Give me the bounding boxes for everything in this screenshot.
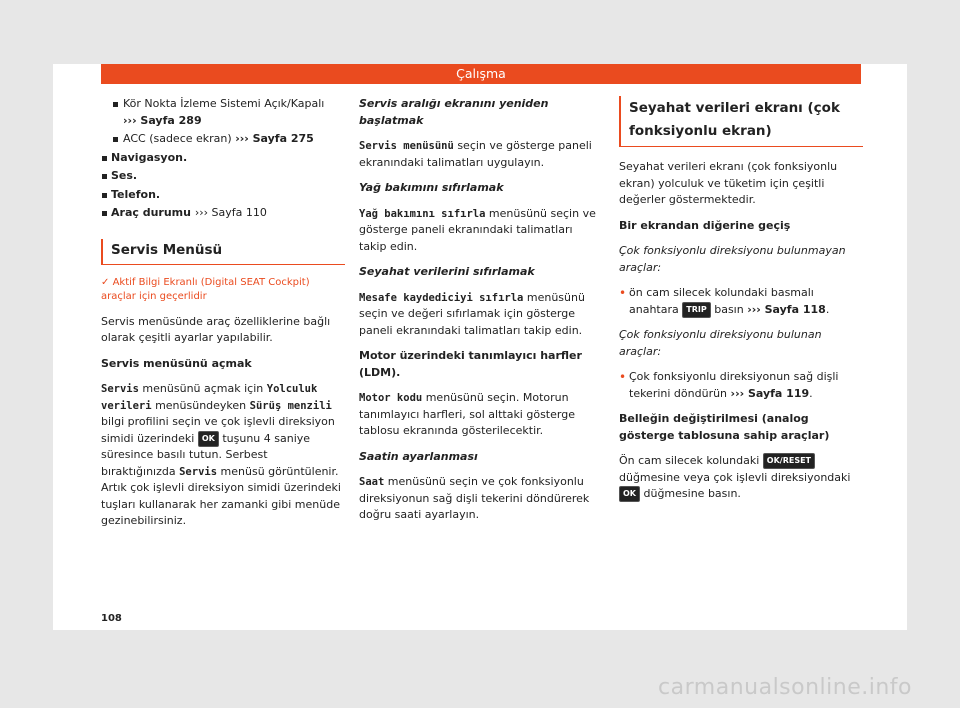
- list-item: Ses.: [101, 168, 345, 185]
- list-item: ACC (sadece ekran) ››› Sayfa 275: [101, 131, 345, 148]
- page-number: 108: [101, 613, 122, 624]
- subheading: Motor üzerindeki tanımlayıcı harfler (LDM).: [359, 349, 582, 379]
- subheading: Yağ bakımını sıfırlamak: [359, 181, 504, 194]
- applicability-note: ✓ Aktif Bilgi Ekranlı (Digital SEAT Cockpit) araçlar için geçerlidir: [101, 276, 310, 302]
- page-reference[interactable]: ››› Sayfa 119: [730, 386, 810, 400]
- paragraph: Seyahat verileri ekranı (çok fonksiyonlu ekran) yolculuk ve tüketim için çeşitli değerler göstermektedir.: [619, 160, 838, 206]
- section-title: Servis Menüsü: [101, 239, 345, 265]
- list-item: Kör Nokta İzleme Sistemi Açık/Kapalı ››› Sayfa 289: [101, 96, 345, 129]
- ok-key-icon: OK: [619, 486, 640, 502]
- subheading: Servis aralığı ekranını yeniden başlatmak: [359, 97, 549, 127]
- list-item: Telefon.: [101, 187, 345, 204]
- paragraph: Saat menüsünü seçin ve çok fonksiyonlu direksiyonun sağ dişli tekerini döndürerek doğru saati ayarlayın.: [359, 475, 590, 521]
- paragraph: Servis menüsünü açmak için Yolculuk verileri menüsündeyken Sürüş menzili bilgi profilini seçin ve çok işlevli direksiyon simidi üzerindeki OK tuşunu 4 saniye süresince basılı tutun. Serbest bıraktığınızda Servis menüsü görüntülenir. Artık çok işlevli direksiyon simidi üzerindeki tuşları kullanarak her zamanki gibi menüde gezinebilirsiniz.: [101, 382, 341, 527]
- paragraph: Yağ bakımını sıfırla menüsünü seçin ve gösterge paneli ekranındaki talimatları takip edin.: [359, 206, 596, 253]
- subheading: Saatin ayarlanması: [359, 449, 478, 463]
- paragraph: Motor kodu menüsünü seçin. Motorun tanımlayıcı harfleri, sol alttaki gösterge tablosu ekranında gösterilecektir.: [359, 391, 575, 437]
- ok-reset-key-icon: OK/RESET: [763, 453, 815, 469]
- check-icon: ✓: [101, 276, 110, 288]
- paragraph: Ön cam silecek kolundaki OK/RESET düğmesine veya çok işlevli direksiyondaki OK düğmesine basın.: [619, 454, 851, 500]
- subheading: Servis menüsünü açmak: [101, 356, 252, 370]
- paragraph: Mesafe kaydediciyi sıfırla menüsünü seçin ve değeri sıfırlamak için gösterge paneli ekranındaki talimatları takip edin.: [359, 290, 585, 337]
- page-reference[interactable]: ››› Sayfa 118: [747, 302, 826, 316]
- paragraph: Servis menüsünü seçin ve gösterge paneli ekranındaki talimatları uygulayın.: [359, 139, 592, 169]
- watermark: carmanualsonline.info: [658, 675, 912, 700]
- subheading: Belleğin değiştirilmesi (analog gösterge tablosuna sahip araçlar): [619, 412, 830, 442]
- bullet-item: • Çok fonksiyonlu direksiyonun sağ dişli tekerini döndürün ››› Sayfa 119.: [619, 369, 863, 402]
- page-reference[interactable]: ››› Sayfa 275: [235, 132, 314, 145]
- subheading: Bir ekrandan diğerine geçiş: [619, 218, 791, 232]
- bullet-item: • ön cam silecek kolundaki basmalı anahtara TRIP basın ››› Sayfa 118.: [619, 285, 863, 318]
- paragraph: Servis menüsünde araç özelliklerine bağlı olarak çeşitli ayarlar yapılabilir.: [101, 314, 331, 344]
- subheading: Seyahat verilerini sıfırlamak: [359, 265, 535, 278]
- trip-key-icon: TRIP: [682, 302, 710, 318]
- section-title: Seyahat verileri ekranı (çok fonksiyonlu ekran): [619, 96, 863, 147]
- case-label: Çok fonksiyonlu direksiyonu bulunan araçlar:: [619, 328, 822, 358]
- column-middle: [359, 96, 602, 524]
- page-reference[interactable]: ››› Sayfa 110: [194, 206, 267, 219]
- column-right: [619, 96, 863, 503]
- case-label: Çok fonksiyonlu direksiyonu bulunmayan araçlar:: [619, 244, 846, 274]
- column-left: [101, 96, 345, 530]
- ok-key-icon: OK: [198, 431, 219, 447]
- list-item: Araç durumu ››› Sayfa 110: [101, 205, 345, 222]
- manual-page: [53, 64, 907, 630]
- page-reference[interactable]: ››› Sayfa 289: [123, 113, 202, 127]
- chapter-header: Çalışma: [101, 64, 861, 84]
- list-item: Navigasyon.: [101, 150, 345, 167]
